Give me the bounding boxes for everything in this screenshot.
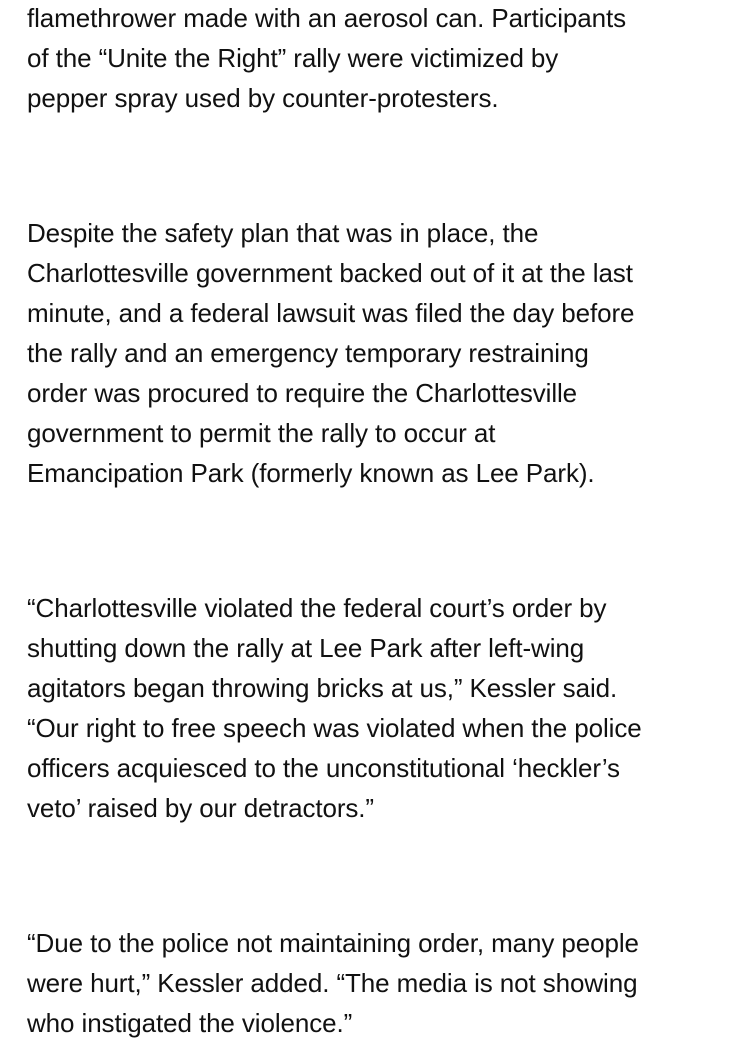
text-line: who instigated the violence.” xyxy=(27,1008,353,1038)
text-line: government to permit the rally to occur at xyxy=(27,418,496,448)
text-line: officers acquiesced to the unconstitutional ‘heckler’s xyxy=(27,753,620,783)
text-line: the rally and an emergency temporary restraining xyxy=(27,338,589,368)
text-line: pepper spray used by counter-protesters. xyxy=(27,83,499,113)
text-line: “Due to the police not maintaining order, many people xyxy=(27,928,639,958)
paragraph-aerosol-pepper-spray xyxy=(27,0,626,118)
paragraph-kessler-quote-court-order xyxy=(27,588,642,828)
text-line: “Charlottesville violated the federal court’s order by xyxy=(27,593,607,623)
text-line: veto’ raised by our detractors.” xyxy=(27,793,374,823)
text-line: of the “Unite the Right” rally were victimized by xyxy=(27,43,559,73)
text-line: agitators began throwing bricks at us,” Kessler said. xyxy=(27,673,618,703)
text-line: Despite the safety plan that was in place, the xyxy=(27,218,539,248)
text-line: minute, and a federal lawsuit was filed the day before xyxy=(27,298,635,328)
text-line: Emancipation Park (formerly known as Lee Park). xyxy=(27,458,595,488)
text-line: shutting down the rally at Lee Park after left-wing xyxy=(27,633,585,663)
paragraph-kessler-quote-media xyxy=(27,923,639,1043)
text-line: order was procured to require the Charlottesville xyxy=(27,378,578,408)
text-line: flamethrower made with an aerosol can. Participants xyxy=(27,3,626,33)
paragraph-safety-plan xyxy=(27,213,634,493)
text-line: “Our right to free speech was violated when the police xyxy=(27,713,642,743)
text-line: Charlottesville government backed out of it at the last xyxy=(27,258,633,288)
text-line: were hurt,” Kessler added. “The media is not showing xyxy=(27,968,638,998)
